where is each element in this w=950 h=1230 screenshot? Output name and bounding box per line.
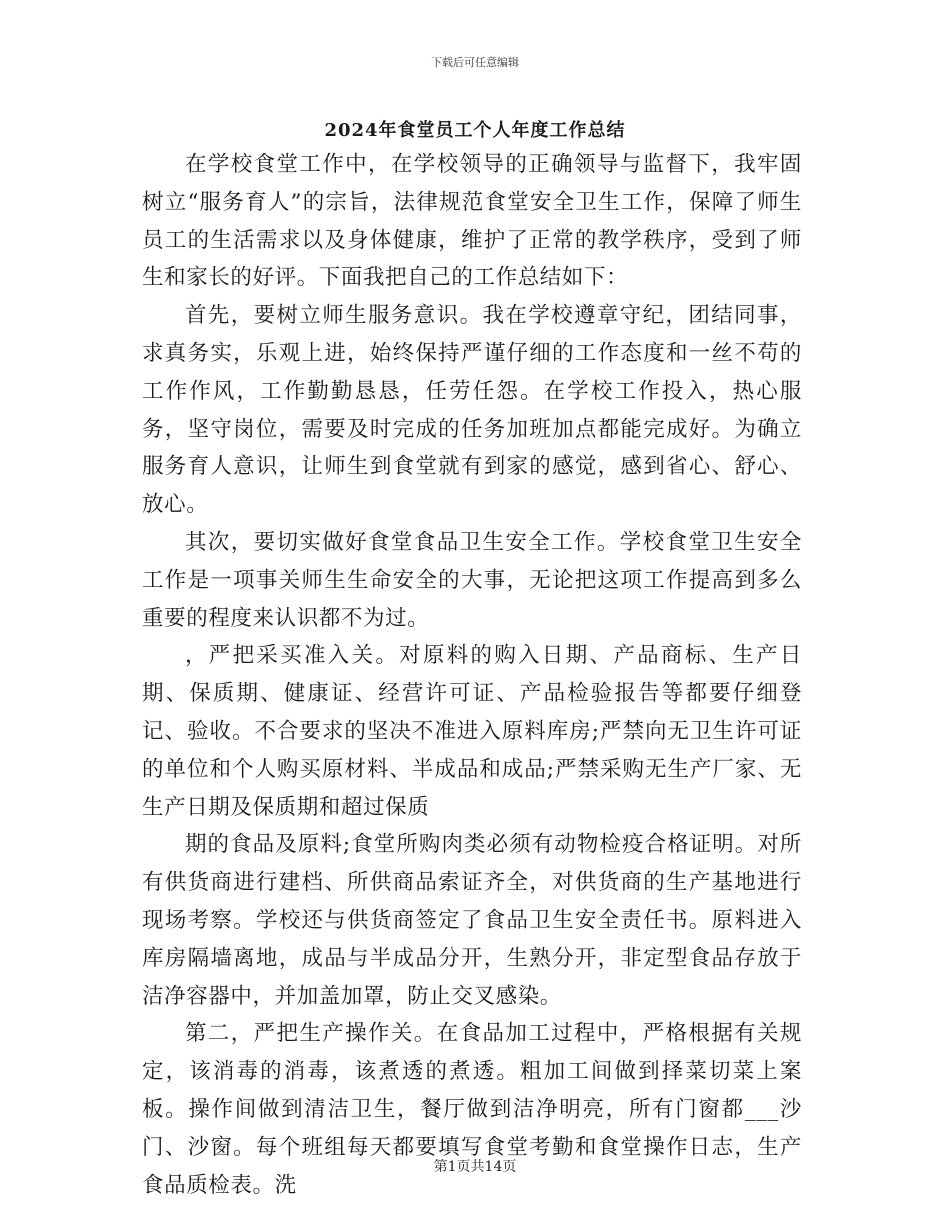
paragraph-purchasing: ，严把采买准入关。对原料的购入日期、产品商标、生产日期、保质期、健康证、经营许可证、产品检验报告等都要仔细登记、验收。不合要求的坚决不准进入原料库房;严禁向无卫生许可证的单位和个人购买原材料、半成品和成品;严禁采购无生产厂家、无生产日期及保质期和超过保质 (142, 643, 802, 820)
header-note: 下载后可任意编辑 (431, 56, 519, 69)
paragraph-service-awareness: 首先，要树立师生服务意识。我在学校遵章守纪，团结同事，求真务实，乐观上进，始终保持严谨仔细的工作态度和一丝不苟的工作作风，工作勤勤恳恳，任劳任怨。在学校工作投入，热心服务，坚守岗位，需要及时完成的任务加班加点都能完成好。为确立服务育人意识，让师生到食堂就有到家的感觉，感到省心、舒心、放心。 (142, 303, 802, 518)
paragraph-production: 第二，严把生产操作关。在食品加工过程中，严格根据有关规定，该消毒的消毒，该煮透的煮透。粗加工间做到择菜切菜上案板。操作间做到清洁卫生，餐厅做到洁净明亮，所有门窗都___沙门、沙窗。每个班组每天都要填写食堂考勤和食堂操作日志，生产食品质检表。洗 (142, 1021, 802, 1198)
document-title: 2024年食堂员工个人年度工作总结 (324, 120, 626, 141)
paragraph-purchasing-continued: 期的食品及原料;食堂所购肉类必须有动物检疫合格证明。对所有供货商进行建档、所供商品索证齐全，对供货商的生产基地进行现场考察。学校还与供货商签定了食品卫生安全责任书。原料进入库房隔墙离地，成品与半成品分开，生熟分开，非定型食品存放于洁净容器中，并加盖加罩，防止交叉感染。 (142, 832, 802, 1009)
document-body (142, 146, 802, 1204)
paragraph-intro: 在学校食堂工作中，在学校领导的正确领导与监督下，我牢固树立“服务育人”的宗旨，法律规范食堂安全卫生工作，保障了师生员工的生活需求以及身体健康，维护了正常的教学秩序，受到了师生和家长的好评。下面我把自己的工作总结如下： (142, 152, 802, 291)
page-number-footer: 第1页共14页 (433, 1159, 517, 1175)
paragraph-food-safety: 其次，要切实做好食堂食品卫生安全工作。学校食堂卫生安全工作是一项事关师生生命安全的大事，无论把这项工作提高到多么重要的程度来认识都不为过。 (142, 529, 802, 631)
